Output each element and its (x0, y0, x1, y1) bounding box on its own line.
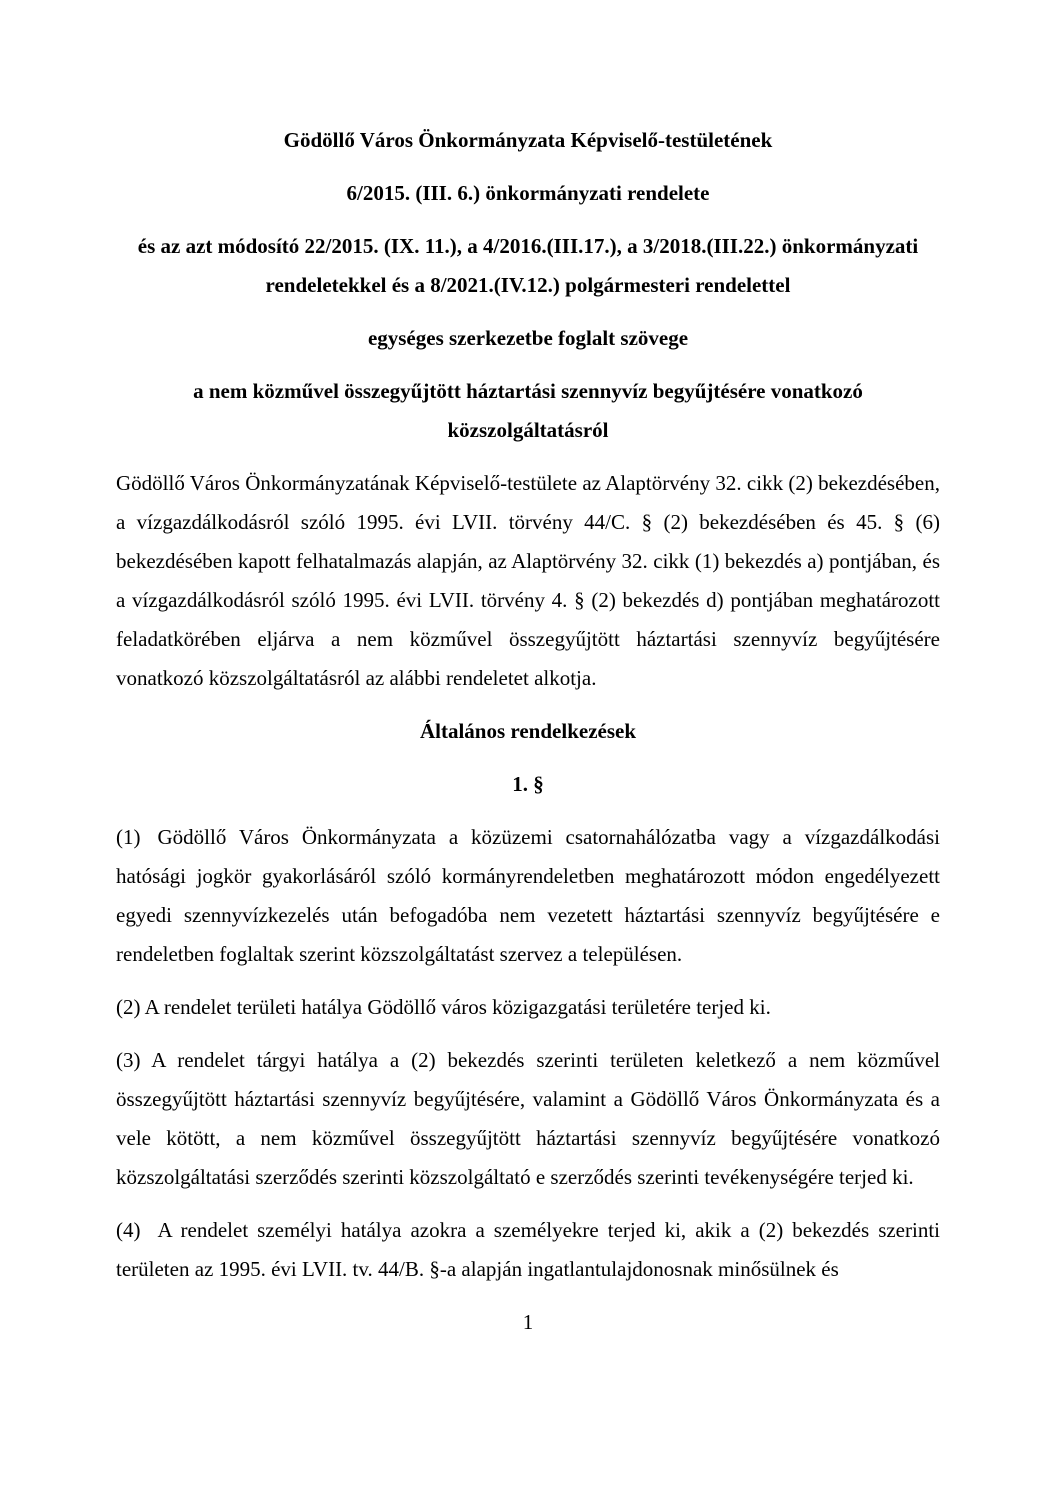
paragraph-3 (116, 1041, 940, 1197)
preamble-paragraph: Gödöllő Város Önkormányzatának Képviselő-testülete az Alaptörvény 32. cikk (2) bekezdésében, a vízgazdálkodásról szóló 1995. évi LVII. törvény 44/C. § (2) bekezdésében és 45. § (6) bekezdésében kapott felhatalmazás alapján, az Alaptörvény 32. cikk (1) bekezdés a) pontjában, és a vízgazdálkodásról szóló 1995. évi LVII. törvény 4. § (2) bekezdés d) pontjában meghatározott feladatkörében eljárva a nem közművel összegyűjtött háztartási szennyvíz begyűjtésére vonatkozó közszolgáltatásról az alábbi rendeletet alkotja. (116, 471, 940, 690)
paragraph-1 (116, 818, 940, 974)
paragraph-2-text: A rendelet területi hatálya Gödöllő város közigazgatási területére terjed ki. (144, 995, 771, 1019)
paragraph-1-number: (1) (116, 825, 141, 849)
paragraph-4 (116, 1211, 940, 1289)
paragraph-3-text: A rendelet tárgyi hatálya a (2) bekezdés szerinti területen keletkező a nem közművel összegyűjtött háztartási szennyvíz begyűjtésére, valamint a Gödöllő Város Önkormányzata és a vele kötött, a nem közművel összegyűjtött háztartási szennyvíz begyűjtésére vonatkozó közszolgáltatási szerződés szerinti közszolgáltató e szerződés szerinti tevékenységére terjed ki. (116, 1048, 940, 1189)
doc-title-consolidated-text: egységes szerkezetbe foglalt szövege (367, 326, 689, 350)
paragraph-3-number: (3) (116, 1048, 141, 1072)
doc-title-decree-number: 6/2015. (III. 6.) önkormányzati rendelete (346, 181, 710, 205)
paragraph-1-text: Gödöllő Város Önkormányzata a közüzemi csatornahálózatba vagy a vízgazdálkodási hatósági jogkör gyakorlásáról szóló kormányrendeletben meghatározott módon engedélyezett egyedi szennyvízkezelés után befogadóba nem vezetett háztartási szennyvíz begyűjtésére e rendeletben foglaltak szerint közszolgáltatást szervez a településen. (116, 825, 940, 966)
doc-title-organization: Gödöllő Város Önkormányzata Képviselő-testületének (283, 128, 773, 152)
paragraph-4-text: A rendelet személyi hatálya azokra a személyekre terjed ki, akik a (2) bekezdés szerinti területen az 1995. évi LVII. tv. 44/B. §-a alapján ingatlantulajdonosnak minősülnek és (116, 1218, 940, 1281)
section-heading: Általános rendelkezések (419, 719, 637, 743)
section-number: 1. § (512, 772, 544, 796)
page-number: 1 (522, 1310, 534, 1334)
paragraph-4-number: (4) (116, 1218, 141, 1242)
doc-title-subject: a nem közművel összegyűjtött háztartási szennyvíz begyűjtésére vonatkozó közszolgáltatásról (193, 379, 863, 442)
paragraph-2-number: (2) (116, 995, 141, 1019)
doc-title-amendments: és az azt módosító 22/2015. (IX. 11.), a 4/2016.(III.17.), a 3/2018.(III.22.) önkormányzati rendeletekkel és a 8/2021.(IV.12.) polgármesteri rendelettel (137, 234, 919, 297)
paragraph-2 (116, 988, 940, 1027)
